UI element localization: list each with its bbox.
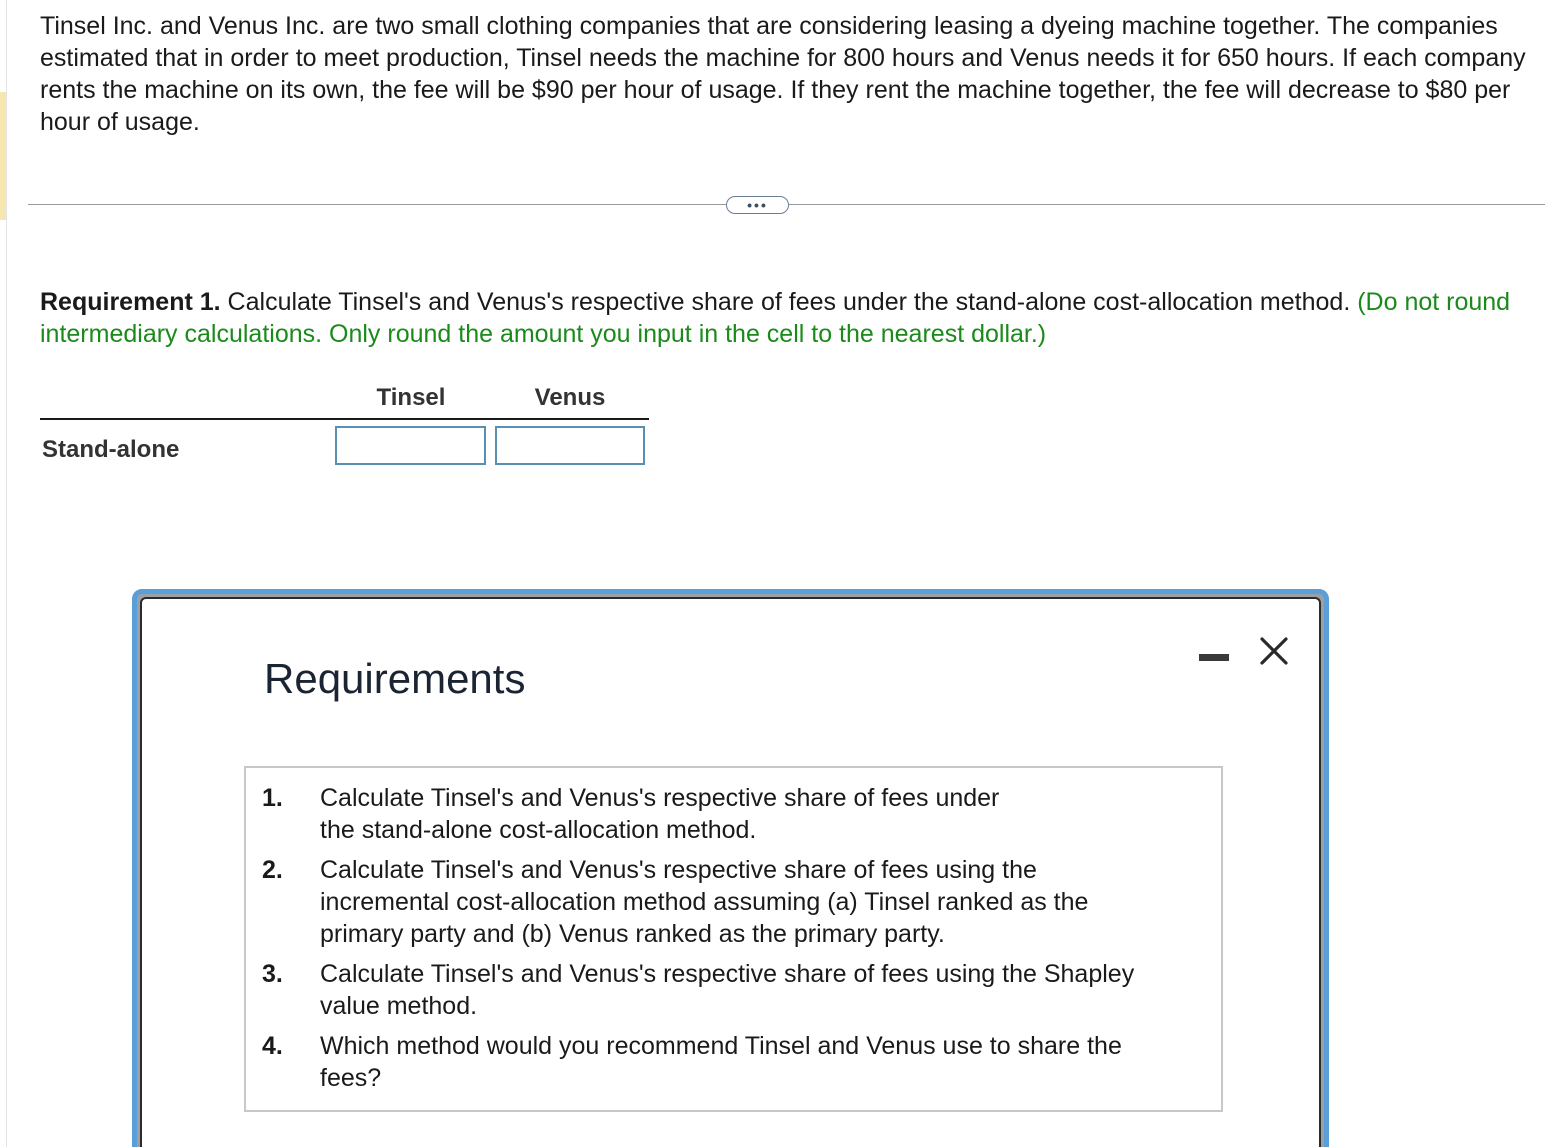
problem-statement: Tinsel Inc. and Venus Inc. are two small clothing companies that are considering leasing a dyeing machine together. The companies estimated that in order to meet production, Tinsel needs the machine for 800 hours and Venus needs it for 650 hours. If each company rents the machine on its own, the fee will be $90 per hour of usage. If they rent the machine together, the fee will decrease to $80 per hour of usage. — [40, 12, 1526, 136]
minimize-button[interactable] — [1197, 643, 1231, 671]
modal-title: Requirements — [264, 655, 526, 702]
left-border — [6, 0, 7, 1147]
list-item — [262, 854, 1205, 950]
tinsel-stand-alone-input[interactable] — [335, 426, 486, 465]
list-item-number: 1. — [262, 784, 283, 812]
expand-more-button[interactable]: ••• — [726, 196, 789, 214]
minimize-icon — [1199, 654, 1229, 661]
list-item — [262, 958, 1205, 1022]
list-item-number: 3. — [262, 960, 283, 988]
requirement-text: Calculate Tinsel's and Venus's respective share of fees under the stand-alone cost-allocation method. — [220, 288, 1358, 316]
list-item — [262, 1030, 1205, 1094]
close-button[interactable] — [1254, 631, 1294, 671]
column-header-venus: Venus — [534, 384, 606, 411]
list-item-text: Which method would you recommend Tinsel and Venus use to share the fees? — [320, 1032, 1122, 1092]
requirement-label: Requirement 1. — [40, 288, 221, 316]
list-item-text: Calculate Tinsel's and Venus's respective share of fees under the stand-alone cost-allocation method. — [320, 784, 1000, 844]
list-item-text: Calculate Tinsel's and Venus's respective share of fees using the Shapley value method. — [320, 960, 1135, 1020]
requirement-hint: (Do not round intermediary calculations. Only round the amount you input in the cell to the nearest dollar.) — [40, 288, 1511, 348]
list-item-number: 2. — [262, 856, 283, 884]
requirement-prompt — [40, 286, 1520, 350]
close-icon — [1254, 631, 1294, 671]
venus-stand-alone-input[interactable] — [495, 426, 645, 465]
row-label-stand-alone: Stand-alone — [42, 436, 180, 463]
requirements-modal — [132, 589, 1329, 1147]
list-item-text: Calculate Tinsel's and Venus's respective share of fees using the incremental cost-allocation method assuming (a) Tinsel ranked as the primary party and (b) Venus ranked as the primary party. — [320, 856, 1089, 948]
list-item — [262, 782, 1205, 846]
requirements-modal-body — [140, 597, 1321, 1147]
requirements-list — [244, 766, 1223, 1112]
table-header-rule — [40, 418, 649, 420]
column-header-tinsel: Tinsel — [376, 384, 446, 411]
list-item-number: 4. — [262, 1032, 283, 1060]
